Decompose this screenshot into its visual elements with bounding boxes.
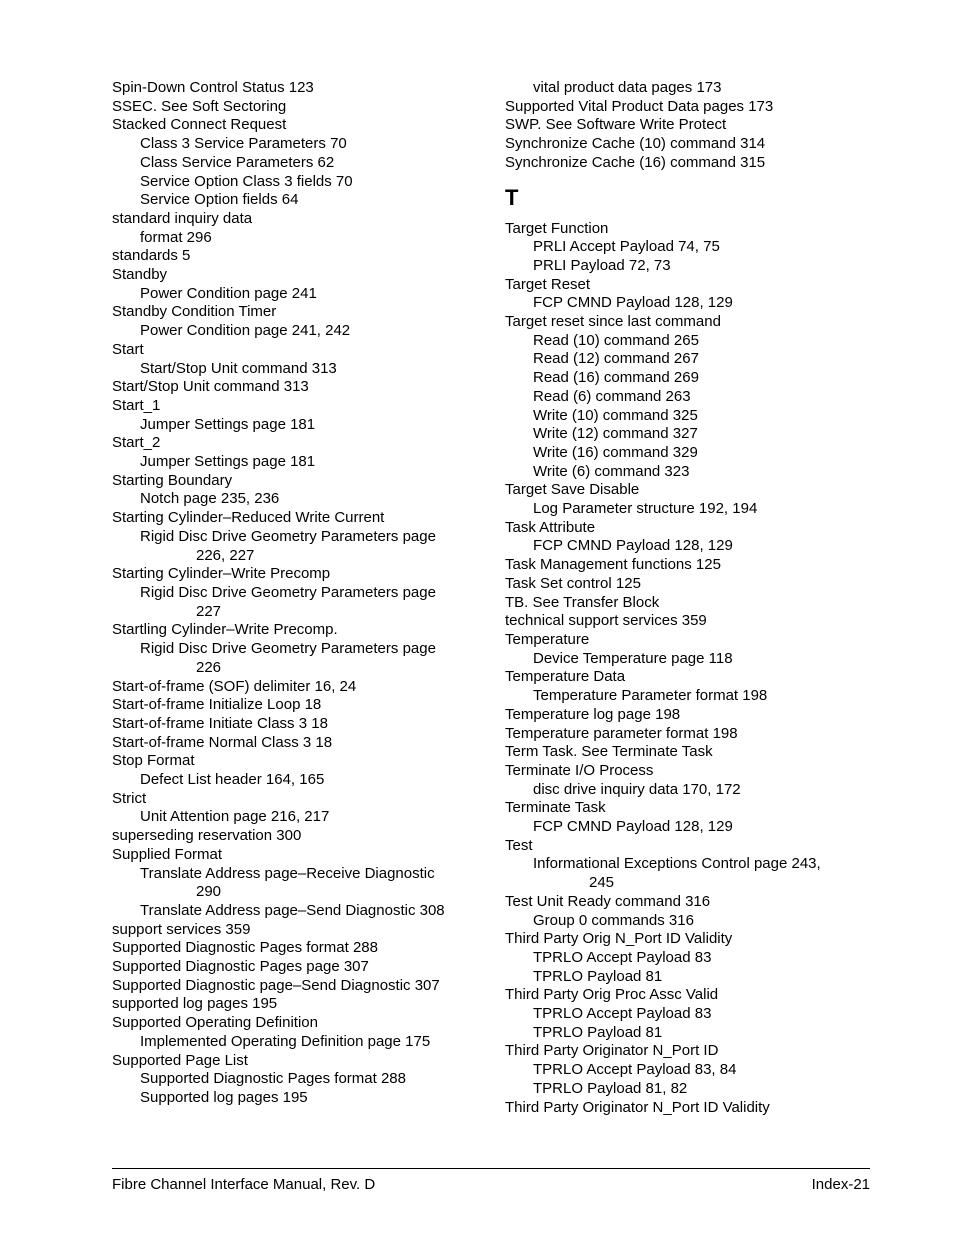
index-subentry: FCP CMND Payload 128, 129 <box>533 818 733 836</box>
index-subentry: Supported log pages 195 <box>140 1088 308 1106</box>
index-entry-continuation: 227 <box>196 602 222 620</box>
index-entry: Start-of-frame Initialize Loop 18 <box>112 696 322 714</box>
index-subentry: Write (6) command 323 <box>533 462 690 480</box>
index-subentry: Class 3 Service Parameters 70 <box>140 135 347 153</box>
index-entry-continuation: 226, 227 <box>196 546 255 564</box>
index-entry: Third Party Originator N_Port ID Validity <box>505 1098 770 1116</box>
index-entry-continuation: 226 <box>196 658 222 676</box>
index-subentry: Write (10) command 325 <box>533 406 698 424</box>
index-subentry: TPRLO Payload 81, 82 <box>533 1079 688 1097</box>
index-subentry: Read (16) command 269 <box>533 369 699 387</box>
index-subentry: TPRLO Accept Payload 83 <box>533 948 712 966</box>
index-entry: Third Party Orig Proc Assc Valid <box>505 986 719 1004</box>
index-entry: Terminate Task <box>505 799 606 817</box>
index-entry: Task Attribute <box>505 518 596 536</box>
footer-manual-title: Fibre Channel Interface Manual, Rev. D <box>112 1176 376 1193</box>
index-entry: Target Function <box>505 219 609 237</box>
index-subentry: Group 0 commands 316 <box>533 911 694 929</box>
index-subentry: TPRLO Payload 81 <box>533 1023 663 1041</box>
index-entry: Starting Cylinder–Write Precomp <box>112 565 331 583</box>
index-entry: Third Party Orig N_Port ID Validity <box>505 930 733 948</box>
index-entry: Start <box>112 340 144 358</box>
index-column-right <box>505 79 865 1117</box>
index-subentry: format 296 <box>140 228 212 246</box>
index-entry: Start-of-frame Initiate Class 3 18 <box>112 714 328 732</box>
index-subentry: Rigid Disc Drive Geometry Parameters page <box>140 583 436 601</box>
index-subentry: Defect List header 164, 165 <box>140 771 325 789</box>
index-entry: Temperature log page 198 <box>505 705 681 723</box>
index-entry: Third Party Originator N_Port ID <box>505 1042 719 1060</box>
index-subentry: Read (6) command 263 <box>533 387 691 405</box>
index-entry: Test <box>505 836 533 854</box>
index-entry: Stop Format <box>112 752 195 770</box>
index-subentry: disc drive inquiry data 170, 172 <box>533 780 741 798</box>
index-entry-continuation: 245 <box>589 874 615 892</box>
index-subentry: Supported Diagnostic Pages format 288 <box>140 1070 406 1088</box>
index-entry: Test Unit Ready command 316 <box>505 892 711 910</box>
index-list-right-top <box>505 79 865 173</box>
index-subentry: Read (12) command 267 <box>533 350 699 368</box>
index-entry: support services 359 <box>112 920 251 938</box>
index-entry-continuation: 290 <box>196 883 222 901</box>
index-entry: Startling Cylinder–Write Precomp. <box>112 621 338 639</box>
index-subentry: FCP CMND Payload 128, 129 <box>533 294 733 312</box>
index-subentry: Translate Address page–Receive Diagnostic <box>140 864 435 882</box>
index-entry: Term Task. See Terminate Task <box>505 743 713 761</box>
footer-page-number: Index-21 <box>811 1176 870 1193</box>
index-subentry: Rigid Disc Drive Geometry Parameters page <box>140 527 436 545</box>
index-subentry: vital product data pages 173 <box>533 79 722 96</box>
index-subentry: Write (12) command 327 <box>533 425 698 443</box>
index-entry: Temperature <box>505 630 590 648</box>
index-subentry: Service Option Class 3 fields 70 <box>140 172 353 190</box>
index-entry: Temperature Data <box>505 668 626 686</box>
index-subentry: Jumper Settings page 181 <box>140 453 316 471</box>
index-entry: Stacked Connect Request <box>112 116 287 134</box>
index-subentry: Service Option fields 64 <box>140 191 299 209</box>
index-subentry: Notch page 235, 236 <box>140 490 280 508</box>
index-entry: Standby Condition Timer <box>112 303 277 321</box>
index-entry: Terminate I/O Process <box>505 761 654 779</box>
index-entry: Target Reset <box>505 275 591 293</box>
index-entry: Supported Operating Definition <box>112 1014 318 1032</box>
index-subentry: Jumper Settings page 181 <box>140 415 316 433</box>
index-subentry: PRLI Payload 72, 73 <box>533 256 671 274</box>
index-entry: Start-of-frame (SOF) delimiter 16, 24 <box>112 677 357 695</box>
index-subentry: TPRLO Accept Payload 83 <box>533 1005 712 1023</box>
index-entry: Target Save Disable <box>505 481 640 499</box>
index-subentry: Power Condition page 241, 242 <box>140 322 351 340</box>
index-subentry: Start/Stop Unit command 313 <box>140 359 337 377</box>
index-entry: Temperature parameter format 198 <box>505 724 738 742</box>
index-entry: Supported Page List <box>112 1051 248 1069</box>
footer-rule <box>112 1168 870 1169</box>
index-subentry: Write (16) command 329 <box>533 443 698 461</box>
index-subentry: Log Parameter structure 192, 194 <box>533 500 758 518</box>
index-entry: SSEC. See Soft Sectoring <box>112 97 287 115</box>
index-subentry: Informational Exceptions Control page 243, <box>533 855 821 873</box>
index-entry: standard inquiry data <box>112 209 253 227</box>
index-entry: standards 5 <box>112 247 191 265</box>
index-entry: superseding reservation 300 <box>112 827 302 845</box>
index-subentry: Rigid Disc Drive Geometry Parameters page <box>140 640 436 658</box>
index-entry: Synchronize Cache (10) command 314 <box>505 135 766 153</box>
index-entry: Start-of-frame Normal Class 3 18 <box>112 733 333 751</box>
index-subentry: Read (10) command 265 <box>533 331 699 349</box>
index-entry: Supplied Format <box>112 845 223 863</box>
index-entry: Synchronize Cache (16) command 315 <box>505 153 766 171</box>
index-entry: Task Management functions 125 <box>505 556 721 574</box>
index-entry: Target reset since last command <box>505 313 721 331</box>
index-subentry: Class Service Parameters 62 <box>140 153 335 171</box>
index-entry: Task Set control 125 <box>505 574 641 592</box>
index-entry: Start_1 <box>112 396 161 414</box>
index-entry: Standby <box>112 266 168 284</box>
index-entry: SWP. See Software Write Protect <box>505 116 727 134</box>
index-subentry: Power Condition page 241 <box>140 284 317 302</box>
index-list-right-bottom <box>505 220 865 1118</box>
index-entry: Supported Diagnostic Pages format 288 <box>112 939 378 957</box>
section-letter-heading: T <box>505 184 519 210</box>
index-entry: Starting Cylinder–Reduced Write Current <box>112 509 385 527</box>
index-entry: TB. See Transfer Block <box>505 593 660 611</box>
index-entry: Supported Diagnostic page–Send Diagnostic 307 <box>112 976 440 994</box>
index-entry: Starting Boundary <box>112 471 233 489</box>
index-subentry: Temperature Parameter format 198 <box>533 687 768 705</box>
index-entry: Start/Stop Unit command 313 <box>112 378 309 396</box>
index-subentry: TPRLO Accept Payload 83, 84 <box>533 1061 737 1079</box>
index-entry: Supported Diagnostic Pages page 307 <box>112 958 369 976</box>
index-entry: Spin-Down Control Status 123 <box>112 79 314 96</box>
index-subentry: Translate Address page–Send Diagnostic 308 <box>140 901 445 919</box>
index-entry: supported log pages 195 <box>112 995 278 1013</box>
index-entry: Supported Vital Product Data pages 173 <box>505 97 774 115</box>
index-subentry: Implemented Operating Definition page 175 <box>140 1032 431 1050</box>
index-entry: Start_2 <box>112 434 161 452</box>
index-entry: technical support services 359 <box>505 612 707 630</box>
index-subentry: PRLI Accept Payload 74, 75 <box>533 238 720 256</box>
index-column-left <box>112 79 482 1108</box>
index-subentry: Device Temperature page 118 <box>533 649 733 667</box>
index-subentry: Unit Attention page 216, 217 <box>140 808 330 826</box>
index-entry: Strict <box>112 789 147 807</box>
index-subentry: TPRLO Payload 81 <box>533 967 663 985</box>
index-subentry: FCP CMND Payload 128, 129 <box>533 537 733 555</box>
